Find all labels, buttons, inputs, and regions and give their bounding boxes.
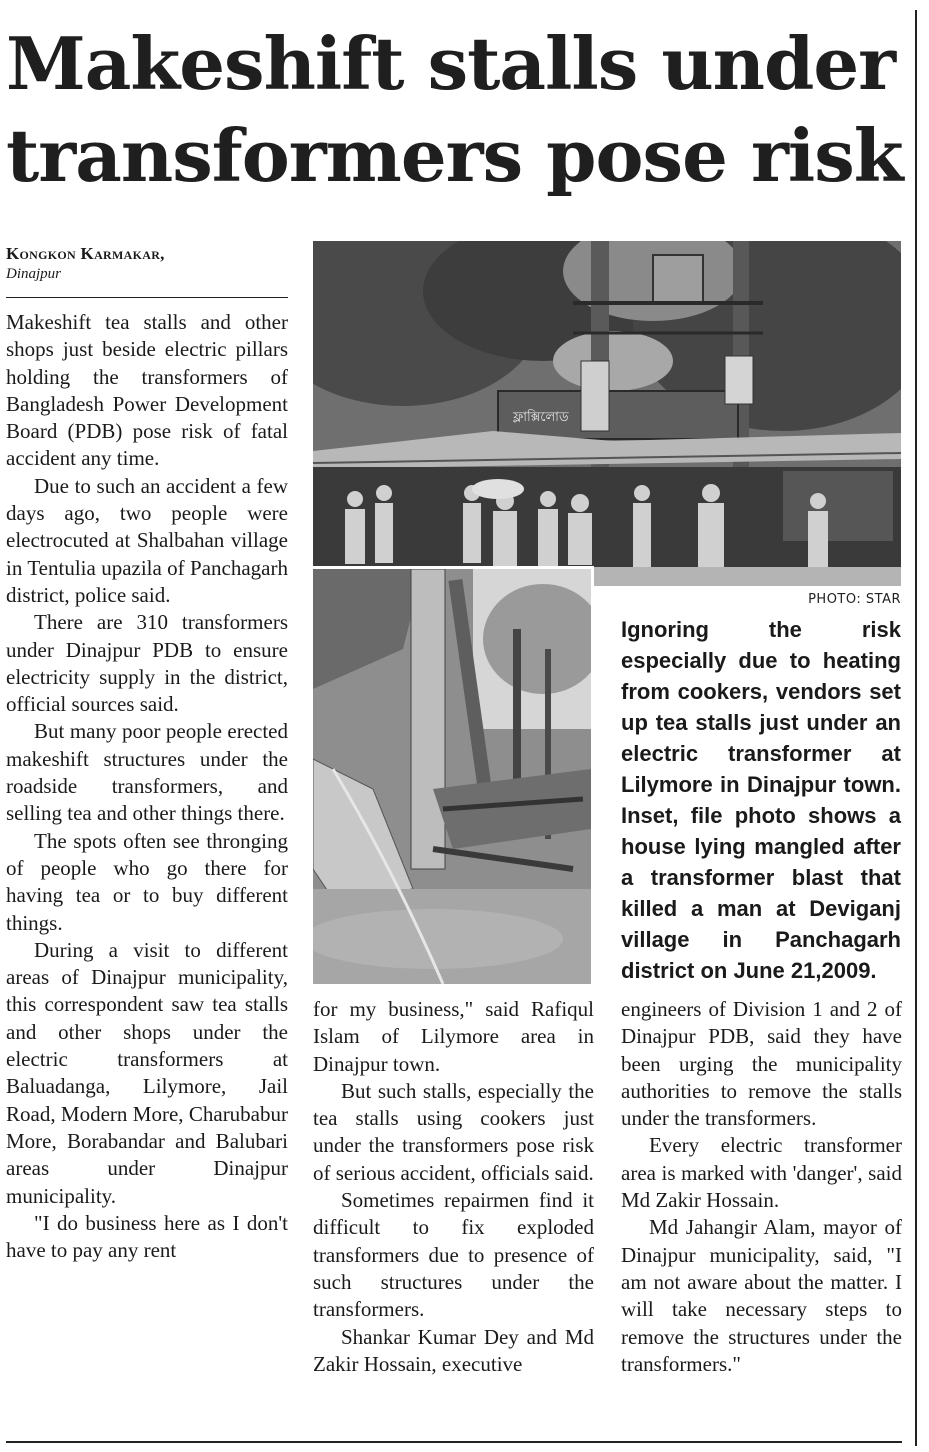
street-scene-illustration xyxy=(313,241,901,586)
paragraph: Every electric transformer area is marked with 'danger', said Md Zakir Hossain. xyxy=(621,1133,902,1213)
article-column-2 xyxy=(313,996,594,1378)
main-photo-street-stalls xyxy=(313,241,901,586)
inset-photo-mangled-house xyxy=(313,566,594,984)
paragraph: "I do business here as I don't have to pay any rent xyxy=(6,1210,288,1263)
paragraph: Sometimes repairmen find it difficult to fix exploded transformers due to presence of such structures under the transformers. xyxy=(313,1188,594,1322)
paragraph: for my business," said Rafiqul Islam of Lilymore area in Dinajpur town. xyxy=(313,997,594,1076)
bottom-rule xyxy=(6,1441,902,1443)
byline-rule xyxy=(6,297,288,298)
photo-caption: Ignoring the risk especially due to heating from cookers, vendors set up tea stalls just under an electric transformer at Lilymore in Dinajpur town. Inset, file photo shows a house lying mangled after a transformer blast that killed a man at Deviganj village in Panchagarh district on June 21,2009. xyxy=(621,617,901,983)
paragraph: Shankar Kumar Dey and Md Zakir Hossain, executive xyxy=(313,1324,594,1376)
byline xyxy=(6,244,286,283)
article-column-1 xyxy=(6,309,288,1264)
paragraph: Due to such an accident a few days ago, two people were electrocuted at Shalbahan village in Tentulia upazila of Panchagarh district, police said. xyxy=(6,473,288,607)
paragraph: The spots often see thronging of people who go there for having tea or to buy different things. xyxy=(6,828,288,935)
article-column-3 xyxy=(621,996,902,1378)
page-edge-border xyxy=(915,10,929,1446)
headline: Makeshift stalls under transformers pose risk xyxy=(6,21,903,198)
shop-sign-text: ফ্লাক্সিলোড xyxy=(513,410,569,425)
mangled-house-illustration xyxy=(313,569,591,984)
paragraph: But such stalls, especially the tea stalls using cookers just under the transformers pose risk of serious accident, officials said. xyxy=(313,1078,594,1185)
paragraph: engineers of Division 1 and 2 of Dinajpur PDB, said they have been urging the municipality authorities to remove the stalls under the transformers. xyxy=(621,997,902,1131)
paragraph: Makeshift tea stalls and other shops just beside electric pillars holding the transformers of Bangladesh Power Development Board (PDB) pose risk of fatal accident any time. xyxy=(6,310,288,471)
paragraph: During a visit to different areas of Dinajpur municipality, this correspondent saw tea stalls and other shops under the electric transformers at Baluadanga, Lilymore, Jail Road, Modern More, Charubabur More, Borabandar and Balubari areas under Dinajpur municipality. xyxy=(6,937,288,1208)
author-name: Kongkon Karmakar, xyxy=(6,244,165,263)
dateline-location: Dinajpur xyxy=(6,266,62,282)
paragraph: But many poor people erected makeshift structures under the roadside transformers, and selling tea and other things there. xyxy=(6,719,288,826)
photo-credit: PHOTO: STAR xyxy=(808,592,901,607)
paragraph: There are 310 transformers under Dinajpur PDB to ensure electricity supply in the district, official sources said. xyxy=(6,610,288,717)
paragraph: Md Jahangir Alam, mayor of Dinajpur municipality, said, "I am not aware about the matter. I will take necessary steps to remove the structures under the transformers." xyxy=(621,1215,902,1376)
